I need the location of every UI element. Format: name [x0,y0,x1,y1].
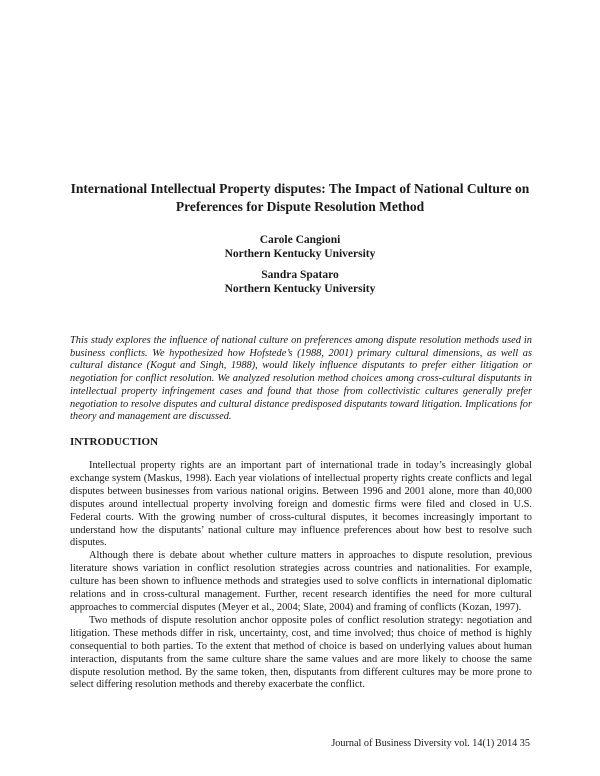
author-name: Carole Cangioni [259,234,341,246]
paragraph: Intellectual property rights are an important part of international trade in today’s increasingly global exchange system (Maskus, 1998). Each year violations of intellectual property rights create conflicts and legal disputes between businesses from various national origins. Between 1996 and 2001 alone, more than 40,000 disputes around intellectual property involving foreign and domestic firms were filed and closed in U.S. Federal courts. With the growing number of cross-cultural disputes, it becomes increasingly important to understand how the disputants’ national culture may influence preferences about how best to resolve such disputes. [70,460,532,549]
author-block-1 [0,233,600,261]
author-block-2 [0,268,600,296]
paper-title: International Intellectual Property disputes: The Impact of National Culture on Preferences for Dispute Resolution Method [70,181,530,214]
page-footer: Journal of Business Diversity vol. 14(1) 2014 35 [331,738,530,749]
author-affiliation: Northern Kentucky University [224,283,376,295]
author-affiliation: Northern Kentucky University [224,248,376,260]
paragraph: Two methods of dispute resolution anchor opposite poles of conflict resolution strategy: negotiation and litigation. These methods differ in risk, uncertainty, cost, and time involved; thus choice of method is highly consequential to both parties. To the extent that method of choice is based on underlying values about human interaction, disputants from the same culture share the same values and are more likely to choose the same dispute resolution method. By the same token, then, disputants from different cultures may be more prone to select differing resolution methods and thereby exacerbate the conflict. [70,614,532,691]
author-name: Sandra Spataro [261,269,339,281]
body-text [70,460,532,692]
section-heading: INTRODUCTION [70,436,159,448]
paragraph: Although there is debate about whether culture matters in approaches to dispute resolution, previous literature shows variation in conflict resolution strategies across countries and nationalities. For example, culture has been shown to influence methods and strategies used to solve conflicts in international diplomatic relations and in cross-cultural management. Further, recent research identifies the need for more cultural approaches to commercial disputes (Meyer et al., 2004; Slate, 2004) and framing of conflicts (Kozan, 1997). [70,550,532,613]
abstract: This study explores the influence of national culture on preferences among dispute resolution methods used in business conflicts. We hypothesized how Hofstede’s (1988, 2001) primary cultural dimensions, as well as cultural distance (Kogut and Singh, 1988), would likely influence disputants to prefer either litigation or negotiation for conflict resolution. We analyzed resolution method choices among cross-cultural disputants in intellectual property infringement cases and found that those from collectivistic cultures generally prefer negotiation to resolve disputes and cultural distance predisposed disputants toward litigation. Implications for theory and management are discussed. [70,335,532,423]
